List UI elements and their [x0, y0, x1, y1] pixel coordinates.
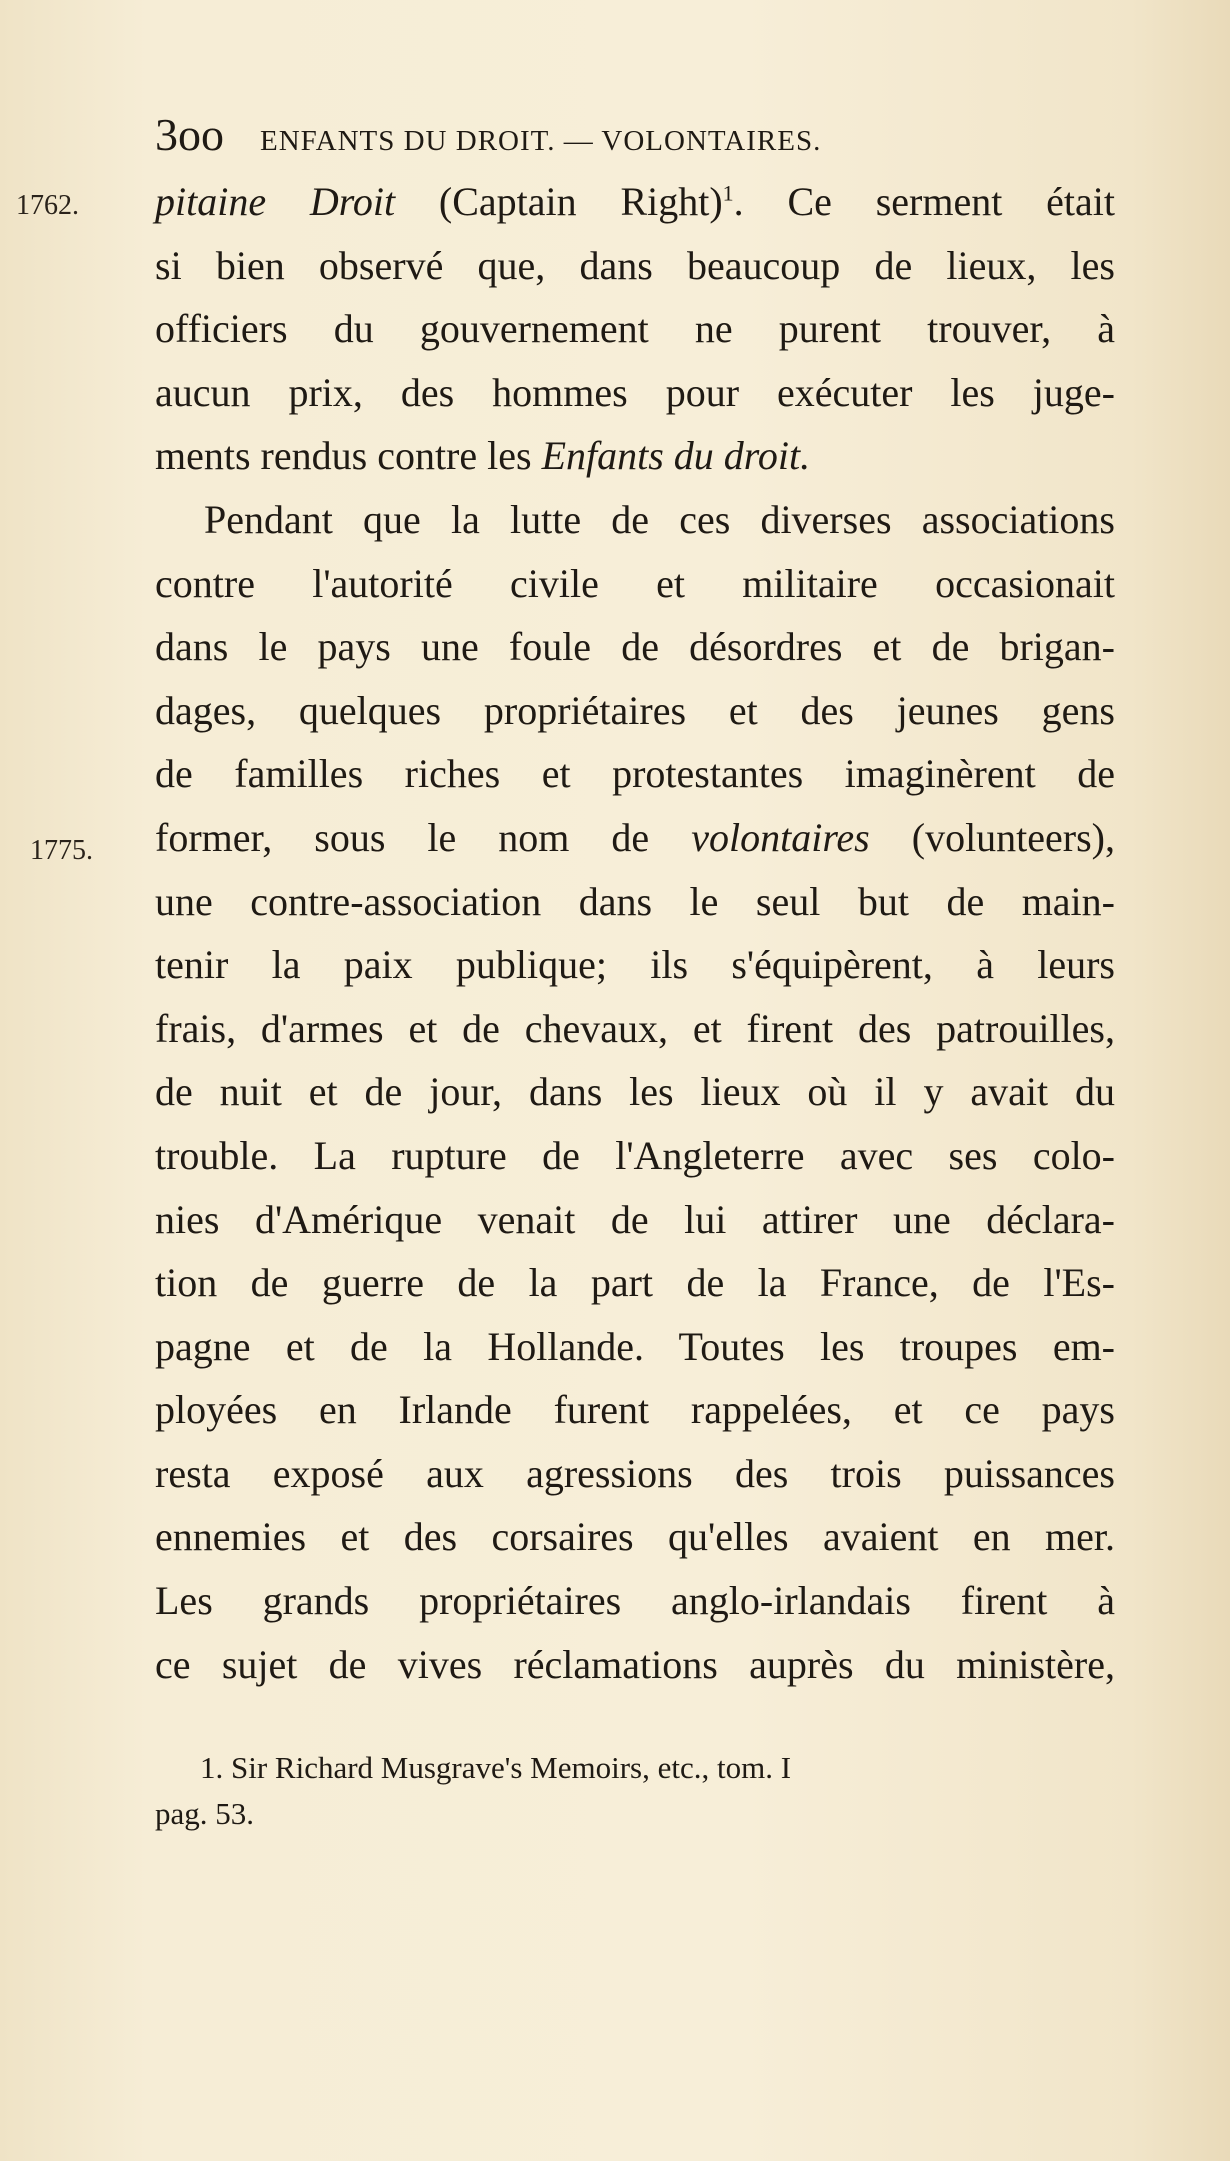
text-line: tenir la paix publique; ils s'équipèrent, à leurs	[155, 942, 1115, 988]
running-title: ENFANTS DU DROIT. — VOLONTAIRES.	[260, 125, 822, 157]
text-line: si bien observé que, dans beaucoup de lieux, les	[155, 242, 1115, 288]
text-line: nies d'Amérique venait de lui attirer une déclara-	[155, 1196, 1115, 1242]
running-header	[155, 108, 1025, 160]
text-line	[155, 424, 1115, 488]
footnote-line: pag. 53.	[155, 1796, 255, 1831]
text-line: dages, quelques propriétaires et des jeunes gens	[155, 687, 1115, 733]
footnote-line: 1. Sir Richard Musgrave's Memoirs, etc., tom. I	[200, 1750, 792, 1785]
text-line: contre l'autorité civile et militaire occasionait	[155, 560, 1115, 606]
text-line: tion de guerre de la part de la France, de l'Es-	[155, 1260, 1115, 1306]
text-line: pagne et de la Hollande. Toutes les troupes em-	[155, 1323, 1115, 1369]
italic-text: volontaires	[691, 814, 870, 860]
text-line: une contre-association dans le seul but de main-	[155, 878, 1115, 924]
text-span: . Ce serment était	[733, 179, 1115, 224]
text-line: officiers du gouvernement ne purent trouver, à	[155, 306, 1115, 352]
text-line: ce sujet de vives réclamations auprès du ministère,	[155, 1641, 1115, 1687]
body-text	[155, 170, 1115, 1696]
text-line: ployées en Irlande furent rappelées, et ce pays	[155, 1387, 1115, 1433]
italic-text: pitaine Droit	[155, 179, 396, 224]
text-line: dans le pays une foule de désordres et de brigan-	[155, 624, 1115, 670]
italic-text: Enfants du droit.	[541, 433, 811, 479]
text-span: (volunteers),	[869, 814, 1116, 860]
footnote-ref: 1	[722, 180, 734, 206]
margin-date-1762: 1762.	[16, 190, 79, 221]
text-line	[155, 806, 1115, 870]
paragraph-start-line: Pendant que la lutte de ces diverses associations	[204, 496, 1115, 542]
margin-date-1775: 1775.	[30, 835, 93, 866]
text-line: frais, d'armes et de chevaux, et firent des patrouilles,	[155, 1005, 1115, 1051]
text-span: former, sous le nom de	[155, 814, 692, 860]
page-number: 3oo	[155, 109, 224, 160]
text-line: de nuit et de jour, dans les lieux où il y avait du	[155, 1069, 1115, 1115]
footnote	[155, 1745, 1085, 1837]
text-line: ennemies et des corsaires qu'elles avaient en mer.	[155, 1514, 1115, 1560]
text-line: aucun prix, des hommes pour exécuter les juge-	[155, 369, 1115, 415]
text-line: de familles riches et protestantes imaginèrent de	[155, 751, 1115, 797]
text-line: resta exposé aux agressions des trois puissances	[155, 1450, 1115, 1496]
text-span: ments rendus contre les	[155, 433, 542, 479]
text-line: trouble. La rupture de l'Angleterre avec ses colo-	[155, 1132, 1115, 1178]
text-line	[155, 170, 1115, 234]
text-line: Les grands propriétaires anglo-irlandais firent à	[155, 1578, 1115, 1624]
text-span: (Captain Right)	[395, 179, 723, 224]
